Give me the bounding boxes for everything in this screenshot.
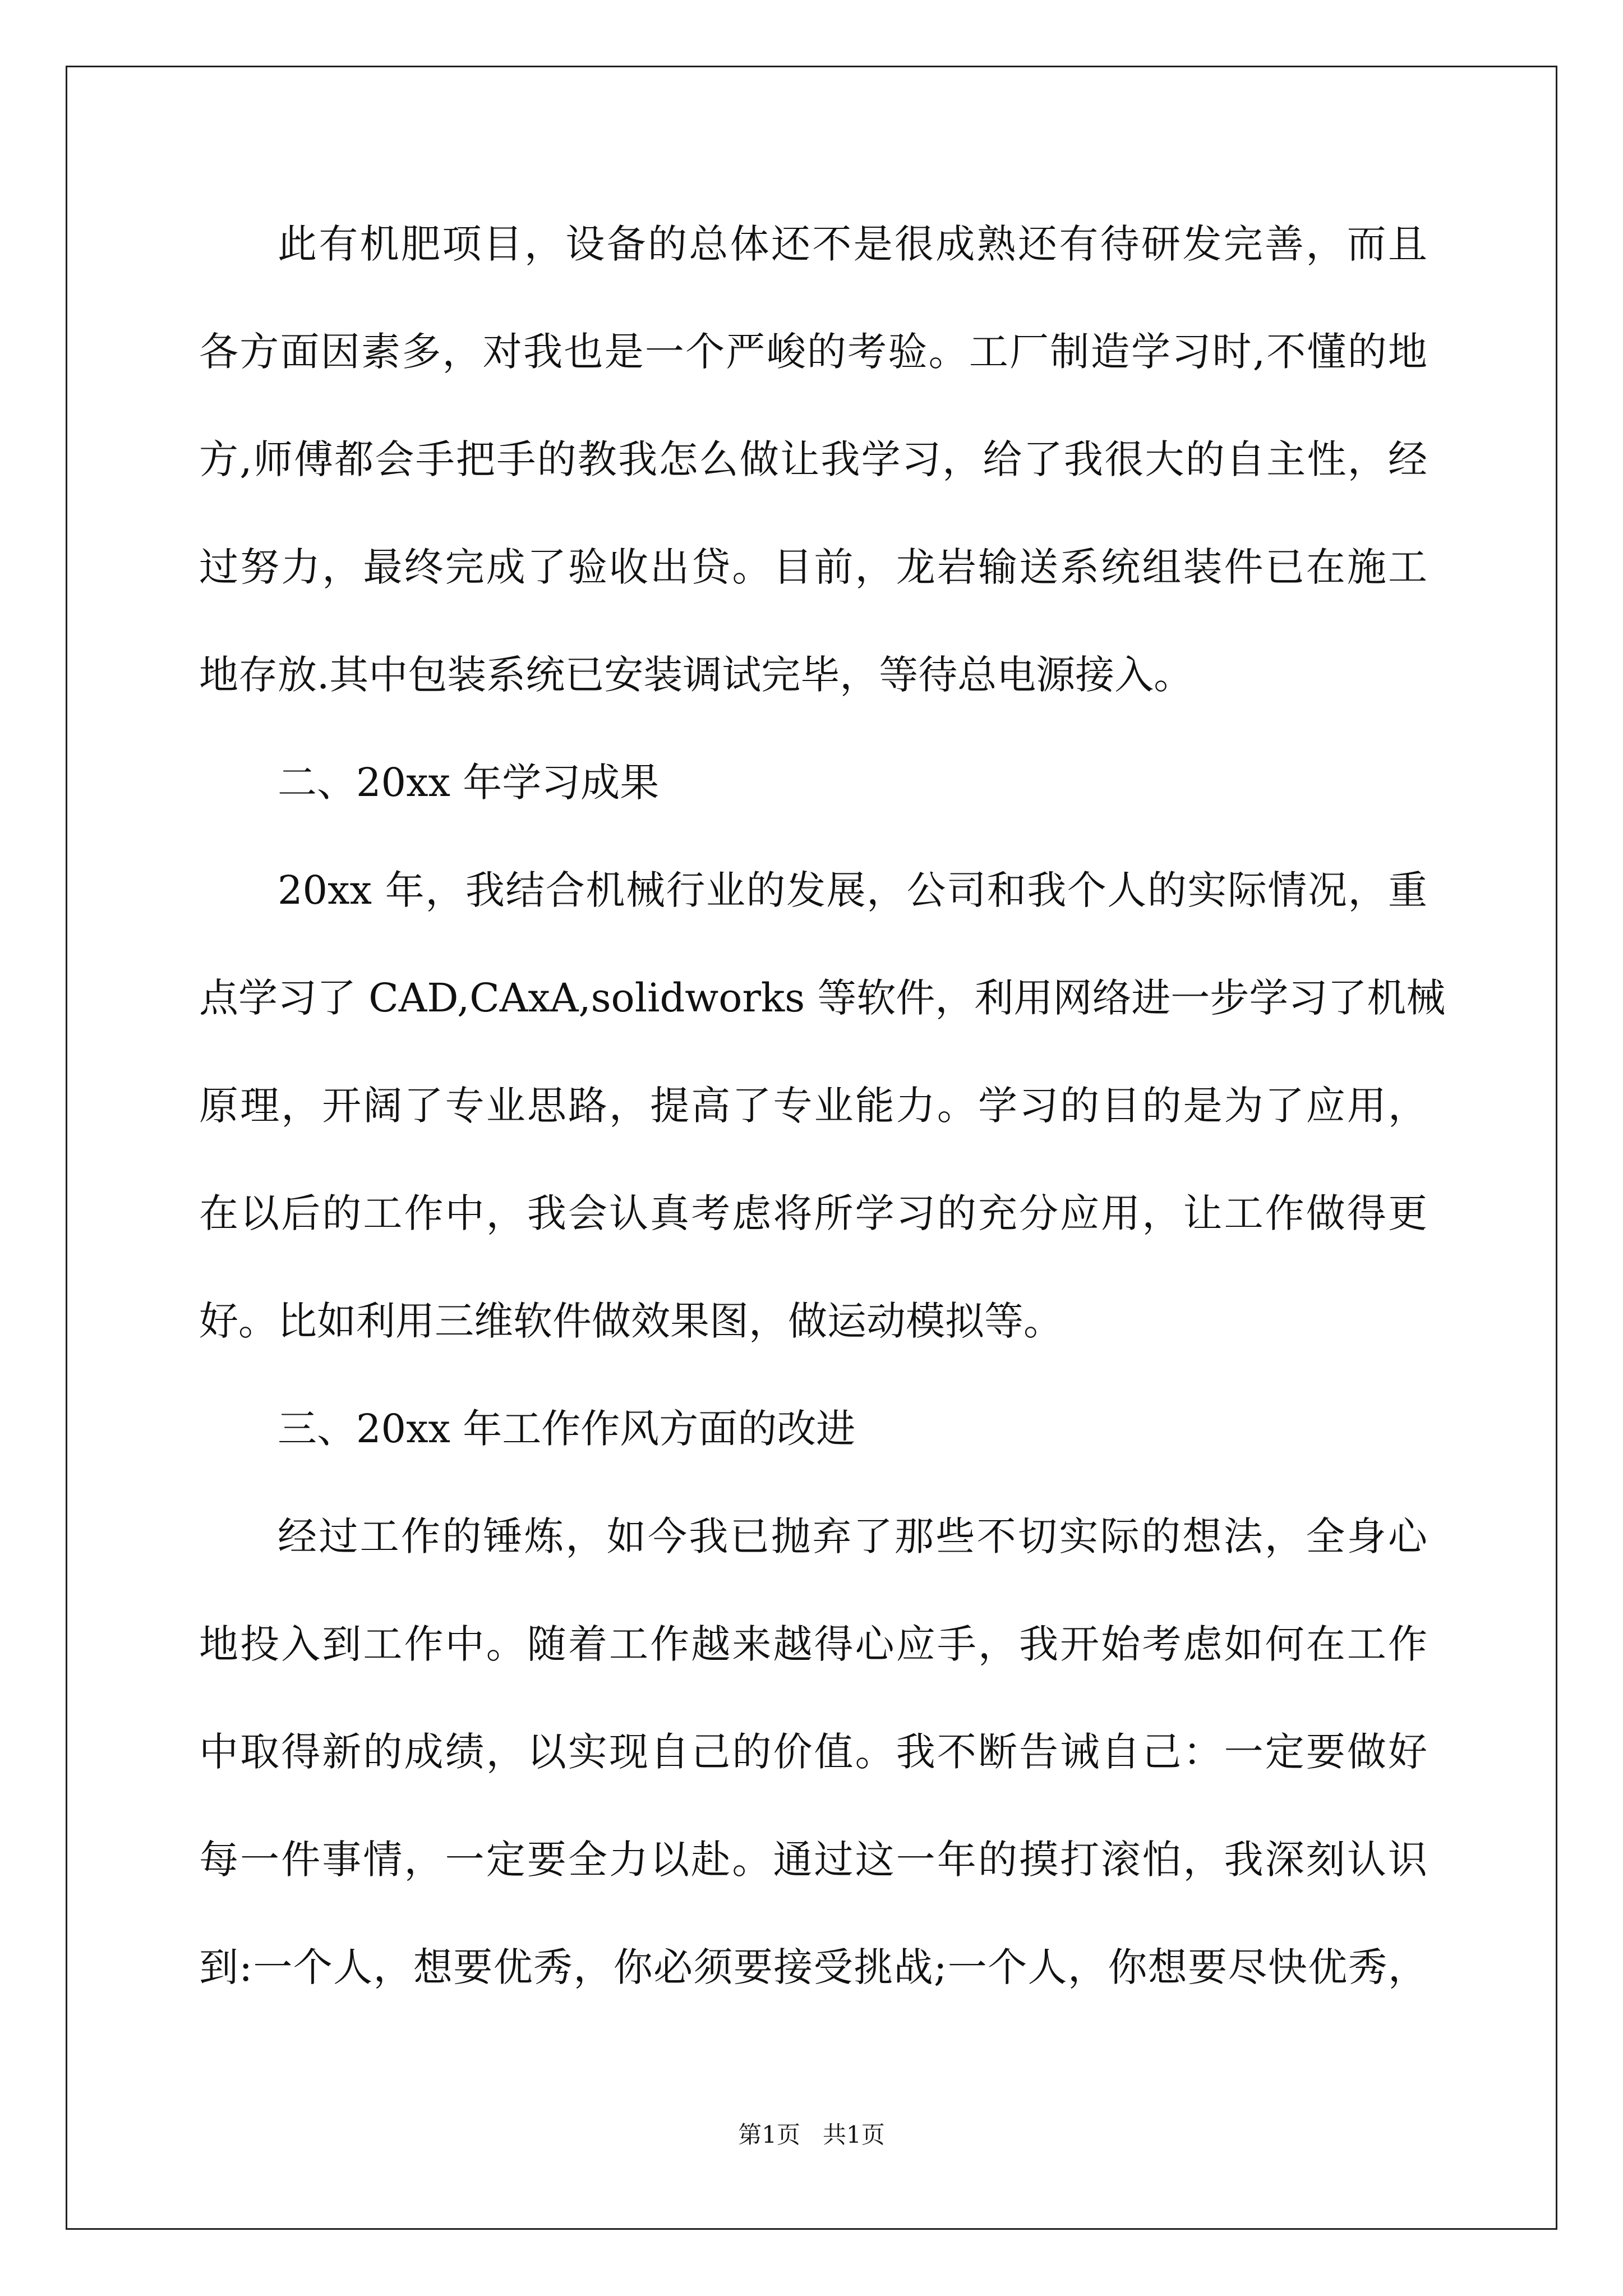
section-heading: 二、20xx 年学习成果 [278,760,660,806]
page-border [66,66,1557,2230]
section-heading: 三、20xx 年工作作风方面的改进 [278,1406,856,1452]
paragraph-line: 地投入到工作中。随着工作越来越得心应手，我开始考虑如何在工作 [199,1621,1427,1667]
paragraph-line: 好。比如利用三维软件做效果图，做运动模拟等。 [199,1298,1063,1344]
paragraph-line: 此有机肥项目，设备的总体还不是很成熟还有待研发完善，而且 [278,221,1427,267]
paragraph-line: 经过工作的锤炼，如今我已抛弃了那些不切实际的想法，全身心 [278,1513,1427,1559]
paragraph-line: 方,师傅都会手把手的教我怎么做让我学习，给了我很大的自主性，经 [199,436,1427,482]
paragraph-line: 过努力，最终完成了验收出贷。目前，龙岩输送系统组装件已在施工 [199,544,1427,590]
paragraph-line: 20xx 年，我结合机械行业的发展，公司和我个人的实际情况，重 [278,867,1427,913]
paragraph-line: 地存放.其中包装系统已安装调试完毕，等待总电源接入。 [199,652,1193,698]
page-footer: 第1页 共1页 [738,2121,885,2148]
paragraph-line: 各方面因素多，对我也是一个严峻的考验。工厂制造学习时,不懂的地 [199,329,1427,375]
paragraph-line: 到:一个人，想要优秀，你必须要接受挑战;一个人，你想要尽快优秀， [199,1944,1427,1990]
paragraph-line: 原理，开阔了专业思路，提高了专业能力。学习的目的是为了应用， [199,1083,1427,1129]
paragraph-line: 每一件事情，一定要全力以赴。通过这一年的摸打滚怕，我深刻认识 [199,1837,1427,1883]
paragraph-line: 在以后的工作中，我会认真考虑将所学习的充分应用，让工作做得更 [199,1190,1427,1236]
paragraph-line: 中取得新的成绩，以实现自己的价值。我不断告诫自己：一定要做好 [199,1729,1427,1775]
paragraph-line: 点学习了 CAD,CAxA,solidworks 等软件，利用网络进一步学习了机械 [199,975,1446,1021]
